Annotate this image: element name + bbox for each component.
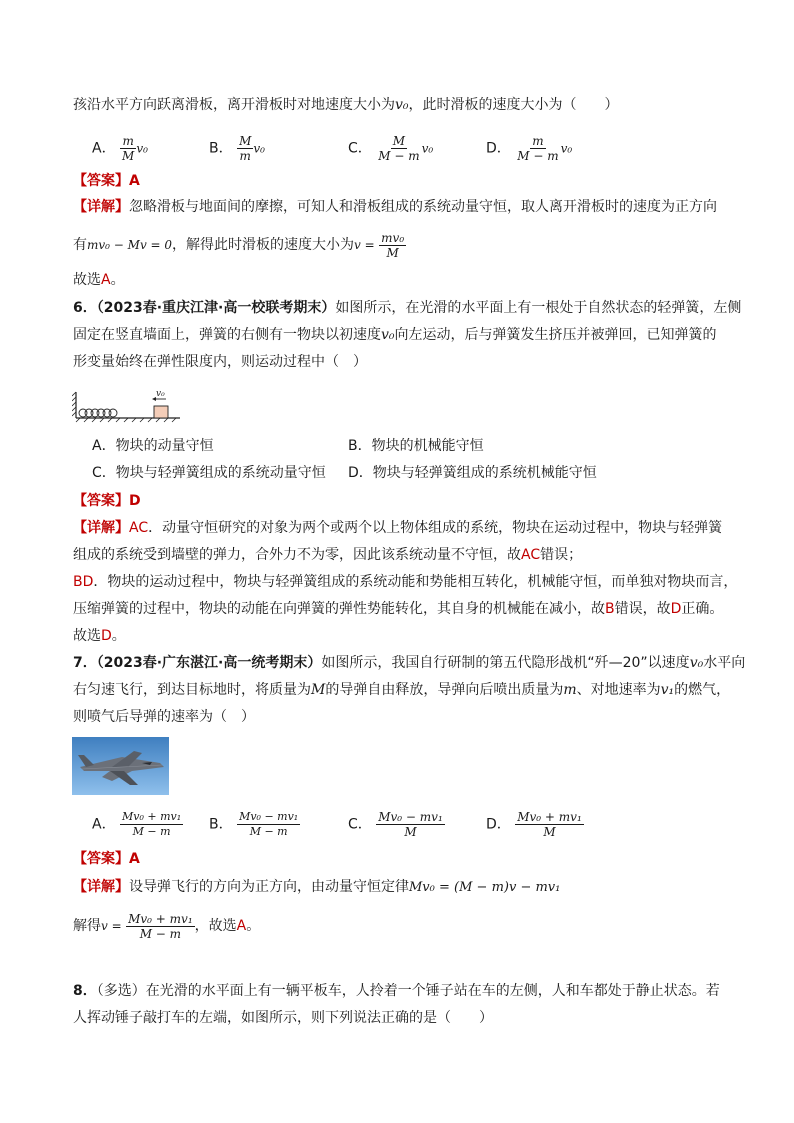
question-var: M — [311, 682, 326, 698]
denominator: M − m — [249, 825, 288, 838]
q7-option-c — [348, 810, 445, 839]
numerator: Mv₀ + mv₁ — [128, 911, 193, 926]
fraction — [515, 134, 560, 163]
answer-label: 【答案】 — [73, 851, 129, 867]
spring-block-diagram — [72, 388, 182, 424]
detail-ref: AC — [521, 547, 541, 563]
conclusion-text: 故选 — [73, 272, 101, 288]
option-letter: B． — [209, 816, 233, 833]
detail-ref: BD — [73, 574, 94, 590]
q6-detail-line2 — [73, 545, 582, 565]
conclusion-answer: A — [101, 272, 111, 288]
question-source: （2023春·广东湛江·高一统考期末） — [96, 655, 322, 671]
numerator: Mv₀ − mv₁ — [239, 810, 299, 823]
q7-solve — [73, 909, 260, 943]
fraction — [379, 231, 406, 260]
q6-detail-line3 — [73, 572, 737, 592]
detail-label: 【详解】 — [73, 520, 129, 536]
solve-text: 解得 — [73, 918, 101, 934]
detail-text: 忽略滑板与地面间的摩擦，可知人和滑板组成的系统动量守恒，取人离开滑板时的速度为正方向 — [129, 199, 717, 215]
conclusion-text: 。 — [111, 628, 126, 644]
question-text: 向左运动，后与弹簧发生挤压并被弹回，已知弹簧的 — [394, 327, 717, 343]
q5-stem — [73, 95, 619, 115]
q6-detail-line4 — [73, 599, 723, 619]
question-source: （2023春·重庆江津·高一校联考期末） — [96, 300, 336, 316]
detail-text: 设导弹飞行的方向为正方向，由动量守恒定律 — [129, 879, 409, 895]
fraction — [120, 810, 183, 839]
q7-option-a — [92, 810, 183, 839]
option-text: 物块的机械能守恒 — [371, 438, 484, 454]
fraction — [237, 810, 300, 839]
q7-option-b — [209, 810, 300, 839]
question-text: 的导弹自由释放，导弹向后喷出质量为 — [325, 682, 564, 698]
q7-answer — [73, 849, 140, 869]
detail-text: 有 — [73, 237, 87, 253]
q6-detail-line1 — [73, 518, 722, 538]
q7-stem-line1 — [73, 653, 745, 673]
q5-option-a — [92, 134, 148, 163]
detail-text: 错误，故 — [614, 601, 671, 617]
denominator: M — [543, 825, 556, 839]
detail-text: 正确。 — [681, 601, 724, 617]
option-text: 物块的动量守恒 — [115, 438, 214, 454]
q6-stem-line3 — [73, 352, 367, 372]
fraction — [376, 810, 445, 839]
denominator: M − m — [139, 926, 182, 941]
option-letter: D． — [486, 140, 511, 157]
spring-block-figure — [72, 388, 182, 424]
option-letter: A． — [92, 438, 116, 454]
option-suffix: v₀ — [136, 141, 148, 156]
numerator: M — [239, 134, 252, 148]
detail-v: v = — [354, 238, 375, 252]
detail-ref: D — [670, 601, 682, 617]
solve-answer: A — [236, 918, 247, 934]
fraction — [237, 134, 253, 163]
answer-label: 【答案】 — [73, 173, 129, 189]
solve-text: 。 — [246, 918, 261, 934]
option-letter: C． — [92, 465, 116, 481]
detail-equation: Mv₀ = (M − m)v − mv₁ — [409, 880, 561, 895]
q7-stem-line3 — [73, 707, 255, 727]
q6-answer — [73, 491, 141, 511]
conclusion-text: 。 — [110, 272, 125, 288]
question-number: 8． — [73, 983, 97, 999]
denominator: M − m — [378, 149, 420, 163]
q6-stem-line1 — [73, 298, 741, 318]
q6-stem-line2 — [73, 325, 717, 345]
denominator: M — [404, 825, 417, 839]
detail-label: 【详解】 — [73, 199, 129, 215]
detail-label: 【详解】 — [73, 879, 129, 895]
fraction — [515, 810, 584, 839]
option-suffix: v₀ — [560, 141, 573, 156]
question-text: 形变量始终在弹性限度内，则运动过程中（ ） — [73, 354, 367, 370]
option-letter: A． — [92, 816, 116, 833]
option-letter: C． — [348, 140, 372, 157]
question-var: v₀ — [689, 655, 704, 671]
denominator: M − m — [517, 149, 559, 163]
q5-stem-var: v₀ — [395, 97, 409, 113]
detail-text: 组成的系统受到墙壁的弹力，合外力不为零，因此该系统动量不守恒，故 — [73, 547, 521, 563]
answer-value: D — [129, 493, 141, 509]
velocity-label: v₀ — [156, 389, 165, 399]
floor-hatch — [76, 418, 176, 422]
q8-stem-line2 — [73, 1008, 493, 1028]
q8-stem-line1 — [73, 981, 720, 1001]
detail-text: ．物块的运动过程中，物块与轻弹簧组成的系统动能和势能相互转化，机械能守恒，而单独对物块而言， — [93, 574, 738, 590]
answer-value: A — [129, 173, 140, 189]
denominator: M − m — [132, 825, 171, 838]
jet-image — [72, 737, 169, 795]
question-text: 右匀速飞行，到达目标地时，将质量为 — [73, 682, 311, 698]
option-suffix: v₀ — [421, 141, 434, 156]
detail-text: 错误； — [540, 547, 583, 563]
q6-option-a — [92, 437, 214, 455]
question-text: 则喷气后导弹的速率为（ ） — [73, 709, 255, 725]
option-suffix: v₀ — [253, 141, 265, 156]
fighter-jet-photo — [72, 737, 169, 795]
q5-option-c — [348, 134, 433, 163]
spring-coils — [79, 409, 117, 417]
question-text: 固定在竖直墙面上，弹簧的右侧有一物块以初速度 — [73, 327, 381, 343]
numerator: m — [122, 134, 134, 148]
question-text: 人挥动锤子敲打车的左端，如图所示，则下列说法正确的是（ ） — [73, 1010, 493, 1026]
numerator: Mv₀ + mv₁ — [122, 810, 182, 823]
detail-text: ，解得此时滑板的速度大小为 — [172, 237, 355, 253]
denominator: m — [239, 149, 251, 163]
q5-conclusion — [73, 270, 125, 290]
question-text: 、对地速率为 — [576, 682, 661, 698]
question-number: 6． — [73, 300, 97, 316]
option-text: 物块与轻弹簧组成的系统机械能守恒 — [372, 465, 597, 481]
answer-label: 【答案】 — [73, 493, 129, 509]
question-text: 水平向 — [703, 655, 746, 671]
q6-option-d — [348, 464, 597, 482]
numerator: Mv₀ − mv₁ — [378, 810, 443, 824]
q7-stem-line2 — [73, 680, 730, 700]
question-text: 如图所示，在光滑的水平面上有一根处于自然状态的轻弹簧，左侧 — [335, 300, 742, 316]
question-var: v₀ — [381, 327, 395, 343]
denominator: M — [386, 245, 399, 260]
option-text: 物块与轻弹簧组成的系统动量守恒 — [115, 465, 326, 481]
q5-detail-line1 — [73, 197, 717, 217]
question-var: m — [563, 682, 577, 698]
question-text: 的燃气， — [674, 682, 731, 698]
option-letter: D． — [348, 465, 373, 481]
fraction — [376, 134, 421, 163]
question-var: v₁ — [660, 682, 675, 698]
conclusion-text: 故选 — [73, 628, 101, 644]
fraction — [126, 912, 195, 941]
option-letter: B． — [209, 140, 233, 157]
q6-option-b — [348, 437, 484, 455]
option-letter: C． — [348, 816, 372, 833]
detail-ref: B — [605, 601, 615, 617]
numerator: Mv₀ + mv₁ — [517, 810, 582, 824]
detail-text: ．动量守恒研究的对象为两个或两个以上物体组成的系统，物块在运动过程中，物块与轻弹簧 — [148, 520, 723, 536]
question-number: 7． — [73, 655, 97, 671]
block — [154, 406, 168, 418]
q5-stem-text: 孩沿水平方向跃离滑板，离开滑板时对地速度大小为 — [73, 97, 395, 113]
fraction — [120, 134, 136, 163]
option-letter: B． — [348, 438, 372, 454]
question-text: （多选）在光滑的水平面上有一辆平板车，人拎着一个锤子站在车的左侧，人和车都处于静止状态。若 — [96, 983, 720, 999]
q6-conclusion — [73, 626, 126, 646]
q7-option-d — [486, 810, 584, 839]
q6-option-c — [92, 464, 326, 482]
q5-option-b — [209, 134, 265, 163]
numerator: m — [532, 134, 544, 148]
conclusion-answer: D — [101, 628, 112, 644]
numerator: M — [392, 134, 406, 148]
q5-option-d — [486, 134, 572, 163]
q5-detail-line2 — [73, 228, 406, 262]
answer-value: A — [129, 851, 140, 867]
denominator: M — [122, 149, 135, 163]
numerator: mv₀ — [381, 230, 405, 245]
option-letter: D． — [486, 816, 511, 833]
detail-equation: mv₀ − Mv = 0 — [87, 238, 173, 252]
option-letter: A． — [92, 140, 116, 157]
detail-text: 压缩弹簧的过程中，物块的动能在向弹簧的弹性势能转化，其自身的机械能在减小，故 — [73, 601, 605, 617]
question-text: 如图所示，我国自行研制的第五代隐形战机“歼—20”以速度 — [321, 655, 690, 671]
q5-answer — [73, 171, 140, 191]
solve-v: v = — [101, 919, 122, 933]
solve-text: ，故选 — [194, 918, 237, 934]
q5-stem-text2: ，此时滑板的速度大小为（ ） — [408, 97, 619, 113]
q7-detail-line1 — [73, 877, 560, 898]
detail-ref: AC — [129, 520, 149, 536]
